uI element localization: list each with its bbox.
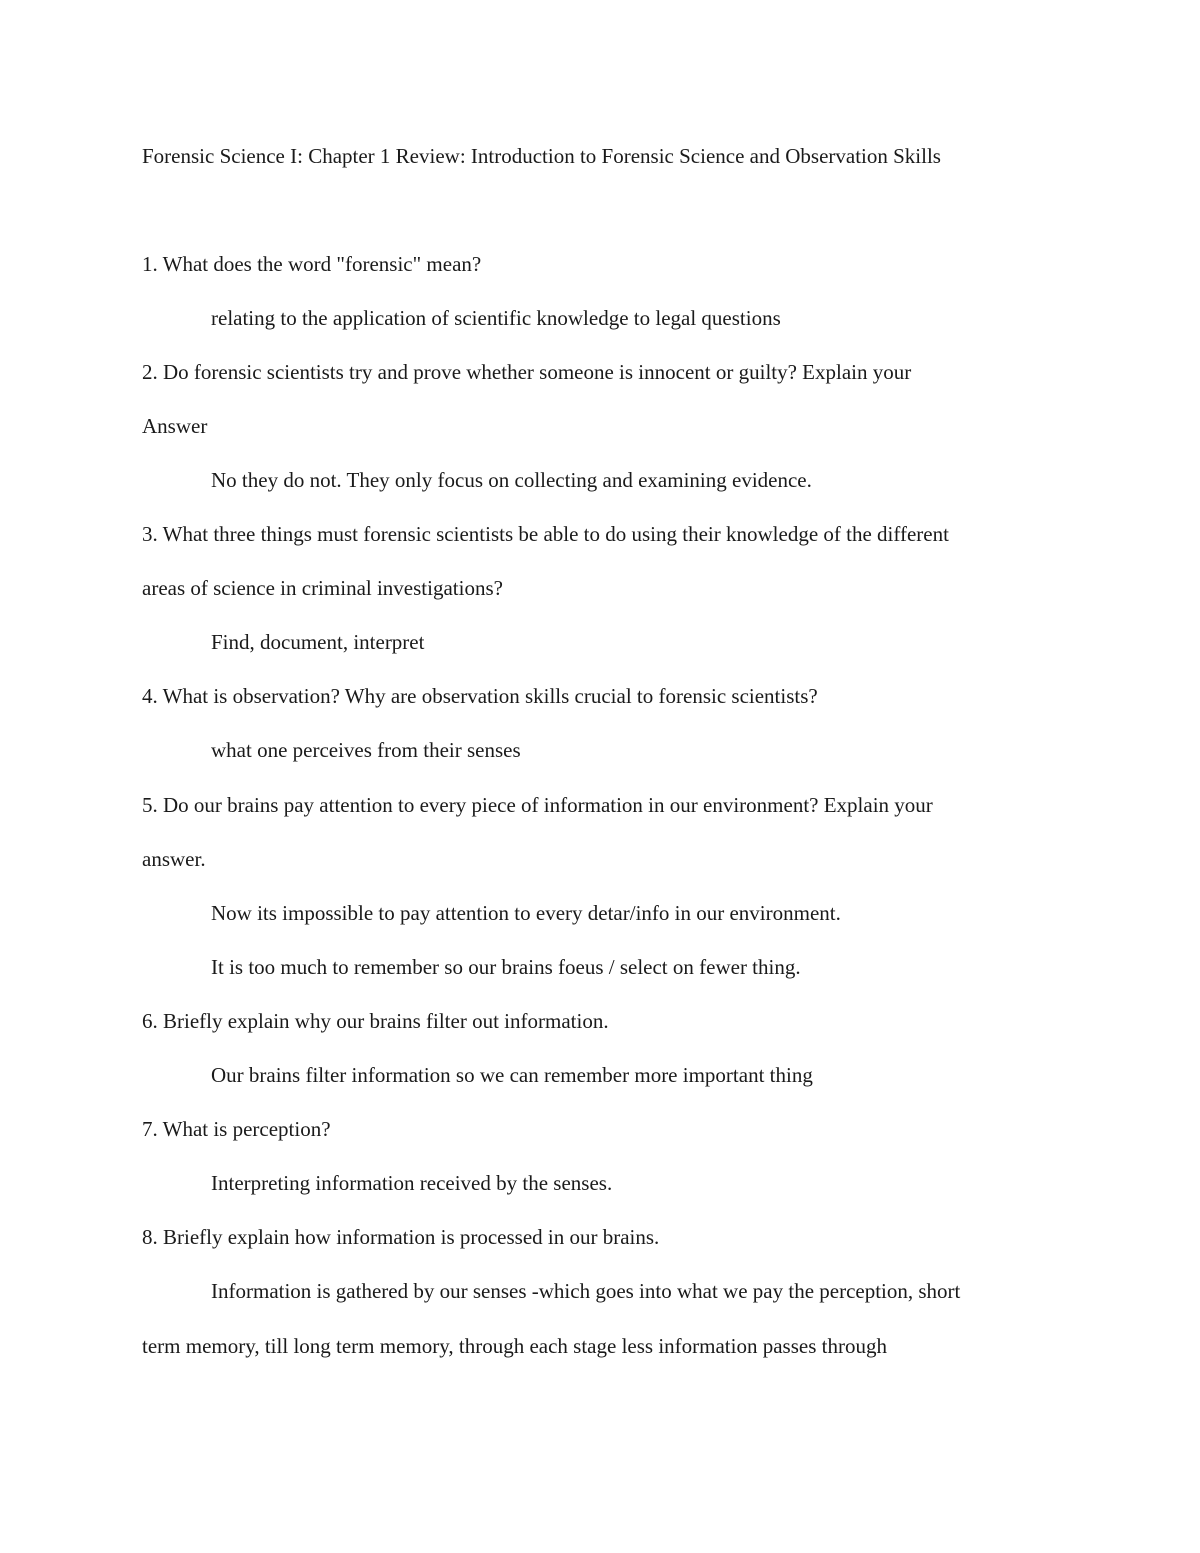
answer-5: Now its impossible to pay attention to every detar/info in our environment.: [211, 901, 841, 925]
answer-5-continued: It is too much to remember so our brains foeus / select on fewer thing.: [211, 955, 801, 979]
question-5: 5. Do our brains pay attention to every piece of information in our environment? Explain your: [142, 793, 933, 817]
question-6: 6. Briefly explain why our brains filter out information.: [142, 1009, 609, 1033]
answer-3: Find, document, interpret: [211, 630, 425, 654]
question-7: 7. What is perception?: [142, 1117, 331, 1141]
question-1: 1. What does the word "forensic" mean?: [142, 252, 482, 276]
question-8: 8. Briefly explain how information is processed in our brains.: [142, 1225, 660, 1249]
answer-7: Interpreting information received by the senses.: [211, 1171, 613, 1195]
document-title: Forensic Science I: Chapter 1 Review: Introduction to Forensic Science and Observation Skills: [142, 144, 941, 168]
question-5-continued: answer.: [142, 847, 206, 871]
answer-1: relating to the application of scientific knowledge to legal questions: [211, 306, 781, 330]
answer-8: Information is gathered by our senses -which goes into what we pay the perception, short: [211, 1279, 961, 1303]
question-2-continued: Answer: [142, 414, 208, 438]
answer-2: No they do not. They only focus on collecting and examining evidence.: [211, 468, 812, 492]
answer-4: what one perceives from their senses: [211, 738, 521, 762]
answer-8-continued: term memory, till long term memory, through each stage less information passes through: [142, 1334, 887, 1358]
question-3: 3. What three things must forensic scientists be able to do using their knowledge of the different: [142, 522, 949, 546]
question-2: 2. Do forensic scientists try and prove whether someone is innocent or guilty? Explain your: [142, 360, 912, 384]
question-4: 4. What is observation? Why are observation skills crucial to forensic scientists?: [142, 684, 818, 708]
question-3-continued: areas of science in criminal investigations?: [142, 576, 503, 600]
answer-6: Our brains filter information so we can remember more important thing: [211, 1063, 813, 1087]
